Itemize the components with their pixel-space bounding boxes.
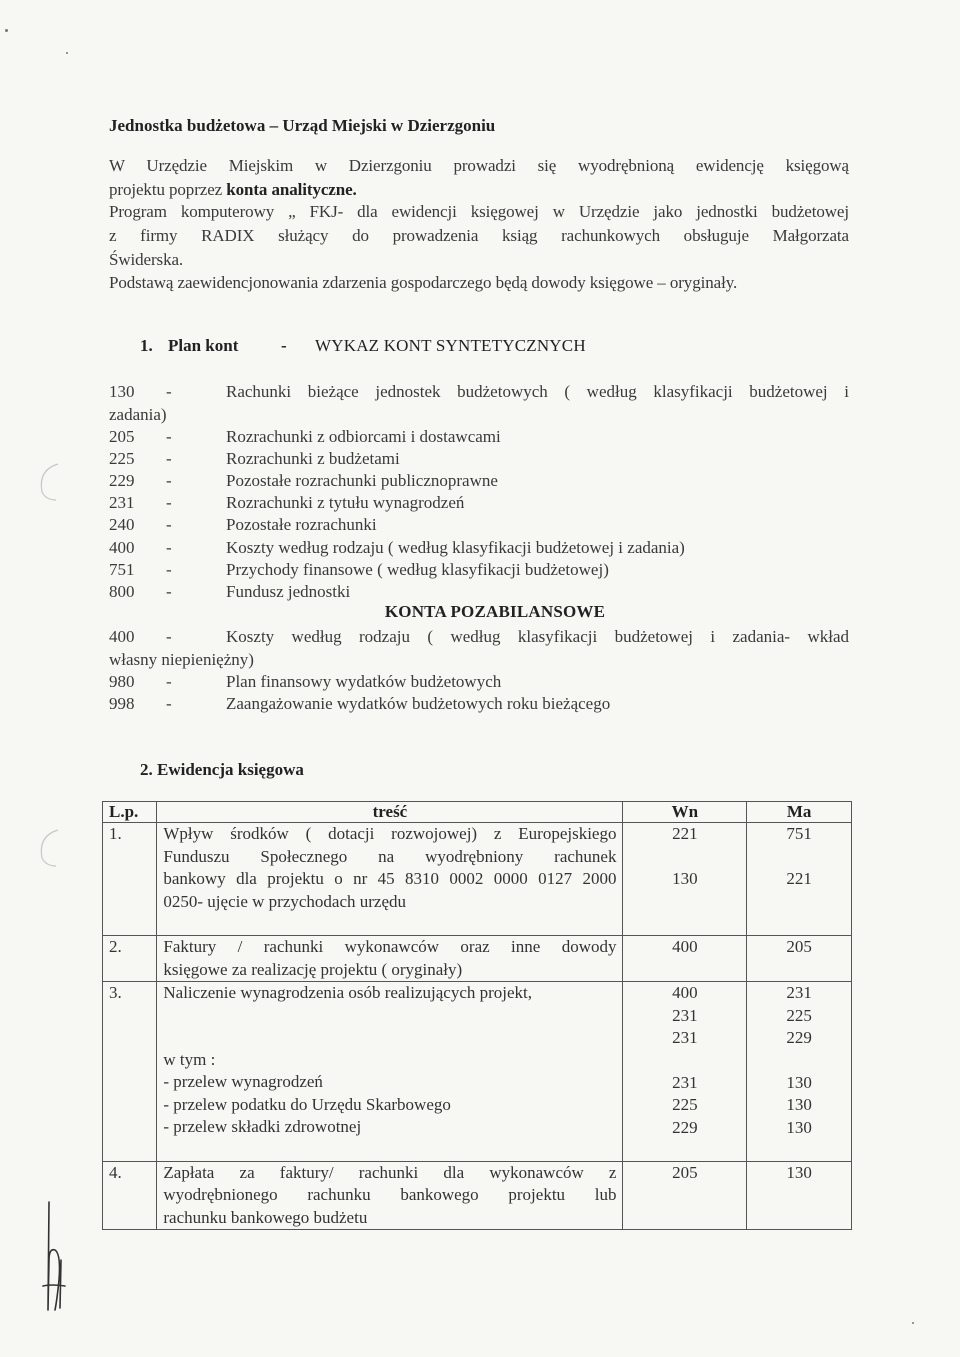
tresc-sub-item: - przelew składki zdrowotnej	[163, 1117, 362, 1136]
tresc-line: Faktury / rachunki wykonawców oraz inne dowody	[163, 937, 617, 956]
row-wn	[623, 823, 747, 936]
row-lp: 3.	[103, 982, 157, 1162]
row-tresc	[157, 1161, 623, 1230]
account-name: Fundusz jednostki	[226, 582, 351, 601]
account-dash: -	[166, 427, 172, 446]
ledger-table	[102, 801, 852, 1230]
account-dash: -	[166, 672, 172, 691]
account-dash: -	[166, 627, 172, 646]
intro-line-2-text: projektu poprzez	[109, 180, 227, 199]
ma-value: 221	[786, 868, 812, 888]
account-number: 225	[109, 449, 135, 468]
wn-value: 130	[672, 868, 698, 888]
account-number: 980	[109, 672, 135, 691]
ma-value: 229	[786, 1028, 812, 1047]
table-row	[103, 982, 852, 1162]
wn-value: 400	[672, 937, 698, 956]
account-number: 400	[109, 538, 135, 557]
ma-value: 225	[786, 1005, 812, 1025]
tresc-line: wyodrębnionego rachunku bankowego projektu lub	[163, 1185, 617, 1204]
tresc-sub-item: - przelew wynagrodzeń	[163, 1072, 323, 1091]
tresc-line: Funduszu Społecznego na wyodrębniony rachunek	[163, 846, 617, 866]
row-wn	[623, 1161, 747, 1230]
row-ma	[747, 1161, 852, 1230]
row-tresc	[157, 823, 623, 936]
scan-speck	[66, 52, 68, 54]
tresc-line: bankowy dla projektu o nr 45 8310 0002 0000 0127 2000	[163, 869, 617, 888]
section1-label: Plan kont	[168, 336, 239, 355]
account-name: Rozrachunki z tytułu wynagrodzeń	[226, 493, 465, 512]
account-dash: -	[166, 538, 172, 557]
ma-value: 130	[786, 1162, 812, 1182]
row-wn	[623, 982, 747, 1162]
account-name-cont: zadania)	[109, 405, 167, 424]
wn-value: 225	[672, 1095, 698, 1114]
tresc-line: księgowe za realizację projektu ( oryginały)	[163, 959, 463, 979]
intro-line-4: z firmy RADIX służący do prowadzenia ksiąg rachunkowych obsługuje Małgorzata	[109, 226, 849, 245]
section1-dash: -	[281, 336, 287, 355]
row-ma	[747, 936, 852, 982]
tresc-line: Zapłata za faktury/ rachunki dla wykonawców z	[163, 1162, 617, 1182]
ma-value: 130	[786, 1072, 812, 1092]
intro-line-5: Świderska.	[109, 250, 184, 269]
account-name: Pozostałe rozrachunki publicznoprawne	[226, 471, 498, 490]
off-balance-heading: KONTA POZABILANSOWE	[384, 602, 606, 621]
account-dash: -	[166, 493, 172, 512]
off-balance-row	[109, 627, 849, 649]
header-tresc: treść	[157, 802, 623, 823]
section1-heading: WYKAZ KONT SYNTETYCZNYCH	[315, 336, 586, 355]
section2-heading: 2. Ewidencja księgowa	[140, 760, 304, 779]
section1-number: 1.	[140, 336, 153, 355]
document-title: Jednostka budżetowa – Urząd Miejski w Dzierzgoniu	[109, 116, 496, 135]
scan-speck	[912, 1322, 914, 1324]
account-number: 205	[109, 427, 135, 446]
account-number: 231	[109, 493, 135, 512]
account-name: Rachunki bieżące jednostek budżetowych ( według klasyfikacji budżetowej i	[226, 382, 849, 401]
row-wn	[623, 936, 747, 982]
intro-line-1: W Urzędzie Miejskim w Dzierzgoniu prowadzi się wyodrębnioną ewidencję księgową	[109, 156, 849, 175]
intro-line-3: Program komputerowy „ FKJ- dla ewidencji księgowej w Urzędzie jako jednostki budżetowej	[109, 202, 849, 221]
intro-line-2	[109, 178, 849, 202]
account-dash: -	[166, 471, 172, 490]
row-lp: 1.	[103, 823, 157, 936]
row-tresc	[157, 982, 623, 1162]
intro-line-2-bold: konta analityczne.	[226, 180, 357, 199]
wn-value: 231	[672, 1005, 698, 1025]
wn-value: 231	[672, 1072, 698, 1092]
punch-hole-mark	[32, 828, 62, 868]
ma-value: 130	[786, 1117, 812, 1137]
ma-value: 205	[786, 937, 812, 956]
wn-value: 221	[672, 824, 698, 843]
row-tresc	[157, 936, 623, 982]
row-lp: 2.	[103, 936, 157, 982]
account-name: Rozrachunki z odbiorcami i dostawcami	[226, 427, 501, 446]
tresc-sub-label: w tym :	[163, 1049, 216, 1069]
account-name: Rozrachunki z budżetami	[226, 449, 400, 468]
row-ma	[747, 982, 852, 1162]
account-number: 130	[109, 382, 135, 401]
signature-mark	[35, 1200, 75, 1320]
tresc-line: 0250- ujęcie w przychodach urzędu	[163, 891, 407, 911]
punch-hole-mark	[32, 462, 62, 502]
account-number: 400	[109, 627, 135, 646]
tresc-line: Naliczenie wynagrodzenia osób realizujących projekt,	[163, 983, 533, 1002]
account-dash: -	[166, 560, 172, 579]
account-number: 751	[109, 560, 135, 579]
wn-value: 400	[672, 983, 698, 1002]
row-lp: 4.	[103, 1161, 157, 1230]
account-name-cont: własny niepieniężny)	[109, 650, 254, 669]
ma-value: 130	[786, 1095, 812, 1114]
tresc-sub-item: - przelew podatku do Urzędu Skarbowego	[163, 1094, 451, 1114]
wn-value: 231	[672, 1028, 698, 1047]
account-row	[109, 382, 849, 404]
table-row	[103, 936, 852, 982]
header-wn: Wn	[623, 802, 747, 823]
table-header-row	[103, 802, 852, 823]
ma-value: 231	[786, 983, 812, 1002]
wn-value: 229	[672, 1117, 698, 1137]
header-ma: Ma	[747, 802, 852, 823]
intro-line-6: Podstawą zaewidencjonowania zdarzenia gospodarczego będą dowody księgowe – oryginały.	[109, 273, 738, 292]
table-row	[103, 823, 852, 936]
tresc-line: rachunku bankowego budżetu	[163, 1207, 368, 1227]
account-name: Zaangażowanie wydatków budżetowych roku bieżącego	[226, 694, 611, 713]
header-lp: L.p.	[103, 802, 157, 823]
account-number: 240	[109, 515, 135, 534]
account-dash: -	[166, 382, 172, 401]
account-dash: -	[166, 582, 172, 601]
ma-value: 751	[786, 824, 812, 843]
account-name: Pozostałe rozrachunki	[226, 515, 377, 534]
account-dash: -	[166, 449, 172, 468]
tresc-line: Wpływ środków ( dotacji rozwojowej) z Europejskiego	[163, 824, 617, 843]
account-name: Plan finansowy wydatków budżetowych	[226, 672, 502, 691]
account-name: Przychody finansowe ( według klasyfikacji budżetowej)	[226, 560, 609, 579]
account-number: 998	[109, 694, 135, 713]
account-number: 229	[109, 471, 135, 490]
account-number: 800	[109, 582, 135, 601]
account-name: Koszty według rodzaju ( według klasyfikacji budżetowej i zadania)	[226, 538, 685, 557]
row-ma	[747, 823, 852, 936]
scan-speck	[5, 29, 8, 32]
account-dash: -	[166, 515, 172, 534]
account-name: Koszty według rodzaju ( według klasyfikacji budżetowej i zadania- wkład	[226, 627, 849, 646]
account-dash: -	[166, 694, 172, 713]
table-row	[103, 1161, 852, 1230]
wn-value: 205	[672, 1162, 698, 1182]
